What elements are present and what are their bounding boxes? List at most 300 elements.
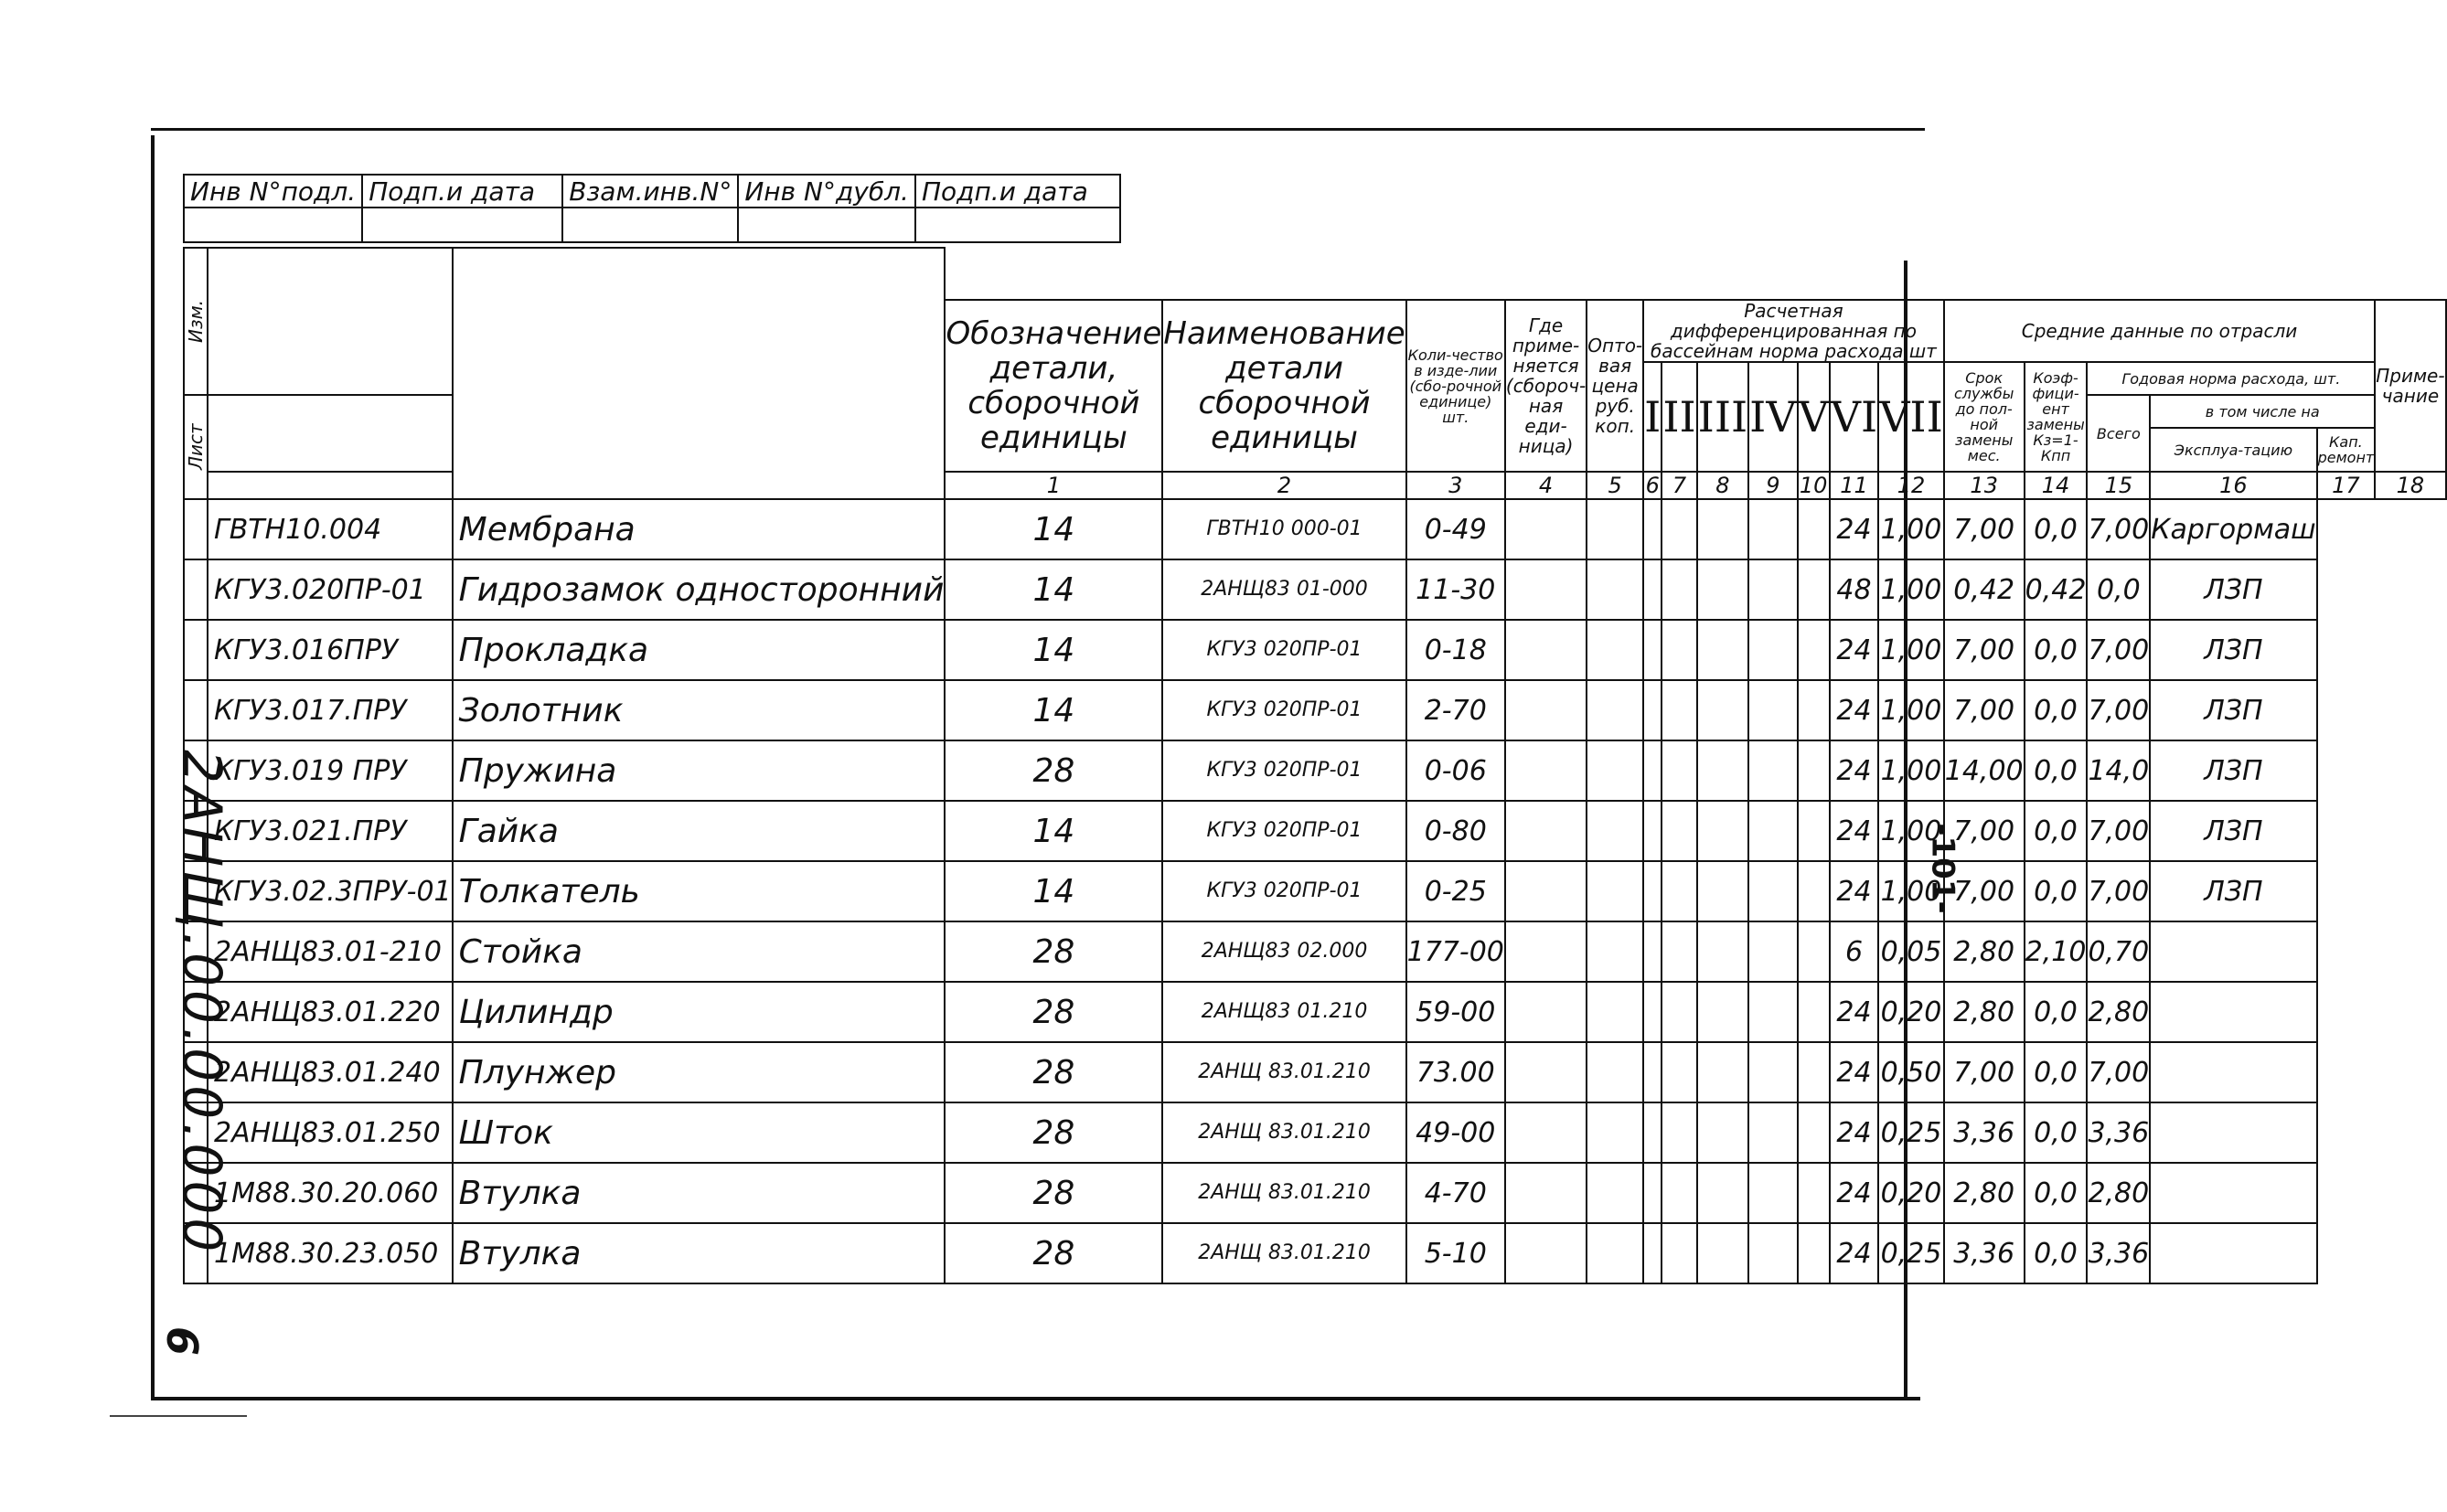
- cell-qty: 28: [945, 740, 1162, 801]
- col-number: 14: [2025, 472, 2088, 499]
- cell-empty: [1697, 982, 1749, 1042]
- cell-exp: 0,0: [2025, 499, 2088, 559]
- document-code-label: 2АНЩ.00.00.000: [171, 750, 233, 1256]
- cell-empty: [1587, 680, 1643, 740]
- cell-empty: [1798, 680, 1830, 740]
- frame-left-line: [151, 135, 155, 1397]
- cell-rep: 3,36: [2087, 1223, 2150, 1283]
- header-roman-i: I: [1643, 362, 1662, 472]
- cell-empty: [1798, 801, 1830, 861]
- col-number: 7: [1662, 472, 1696, 499]
- cell-empty: [1662, 801, 1696, 861]
- cell-where: КГУ3 020ПР-01: [1162, 801, 1405, 861]
- cell-life: 24: [1830, 1102, 1878, 1163]
- cell-price: 0-80: [1406, 801, 1505, 861]
- col-number: 17: [2317, 472, 2376, 499]
- cell-name: Втулка: [453, 1163, 946, 1223]
- cell-rep: 7,00: [2087, 1042, 2150, 1102]
- cell-code: КГУ3.02.3ПРУ-01: [208, 861, 453, 921]
- cell-where: КГУ3 020ПР-01: [1162, 740, 1405, 801]
- header-roman-vi: VI: [1830, 362, 1878, 472]
- cell-coef: 1,00: [1878, 499, 1944, 559]
- cell-empty: [1697, 861, 1749, 921]
- cell-empty: [1662, 680, 1696, 740]
- cell-where: КГУ3 020ПР-01: [1162, 680, 1405, 740]
- stamp-blank: [184, 208, 362, 242]
- cell-empty: [1662, 620, 1696, 680]
- spec-table: [183, 247, 2447, 1284]
- stamp-cell: Взам.инв.N°: [562, 175, 738, 208]
- cell-empty: [1662, 1163, 1696, 1223]
- cell-empty: [1587, 559, 1643, 620]
- cell-empty: [1505, 620, 1587, 680]
- approval-stamp: [183, 174, 1121, 243]
- cell-empty: [1643, 680, 1662, 740]
- table-row: [184, 1042, 2446, 1102]
- cell-note: [2150, 1223, 2316, 1283]
- header-industry-avg: Средние данные по отрасли: [1944, 300, 2375, 362]
- table-row: [184, 1223, 2446, 1283]
- side-label-izm: Изм.: [184, 248, 208, 395]
- cell-empty: [1587, 861, 1643, 921]
- cell-coef: 0,20: [1878, 982, 1944, 1042]
- header-band: [945, 248, 2445, 300]
- cell-empty: [1798, 1042, 1830, 1102]
- cell-coef: 1,00: [1878, 559, 1944, 620]
- table-row: [184, 680, 2446, 740]
- header-where-used: Где приме-няется (сбороч-ная еди-ница): [1505, 300, 1587, 472]
- cell-empty: [1798, 1102, 1830, 1163]
- col-number: 10: [1798, 472, 1830, 499]
- header-designation: Обозначение детали, сборочной единицы: [945, 300, 1162, 472]
- cell-life: 24: [1830, 740, 1878, 801]
- cell-name: Золотник: [453, 680, 946, 740]
- cell-note: [2150, 1163, 2316, 1223]
- cell-empty: [1587, 1223, 1643, 1283]
- cell-name: Гидрозамок односторонний: [453, 559, 946, 620]
- cell-exp: 0,0: [2025, 1042, 2088, 1102]
- cell-empty: [1697, 1042, 1749, 1102]
- cell-empty: [1697, 921, 1749, 982]
- cell-exp: 0,0: [2025, 620, 2088, 680]
- cell-note: [2150, 1102, 2316, 1163]
- side-blank: [208, 395, 453, 472]
- cell-life: 24: [1830, 1223, 1878, 1283]
- cell-name: Мембрана: [453, 499, 946, 559]
- table-row: [184, 982, 2446, 1042]
- cell-empty: [1697, 680, 1749, 740]
- cell-coef: 1,00: [1878, 740, 1944, 801]
- cell-name: Пружина: [453, 740, 946, 801]
- cell-where: 2АНЩ83 01.210: [1162, 982, 1405, 1042]
- cell-qty: 14: [945, 801, 1162, 861]
- table-row: [184, 559, 2446, 620]
- cell-empty: [1505, 1042, 1587, 1102]
- cell-price: 5-10: [1406, 1223, 1505, 1283]
- cell-empty: [1643, 1042, 1662, 1102]
- cell-rep: 3,36: [2087, 1102, 2150, 1163]
- table-row: [184, 801, 2446, 861]
- cell-note: ЛЗП: [2150, 861, 2316, 921]
- cell-empty: [1643, 1102, 1662, 1163]
- cell-name: Втулка: [453, 1223, 946, 1283]
- cell-empty: [1505, 499, 1587, 559]
- cell-where: 2АНЩ83 01-000: [1162, 559, 1405, 620]
- cell-code: 1М88.30.20.060: [208, 1163, 453, 1223]
- cell-empty: [1748, 1042, 1797, 1102]
- stamp-blank: [738, 208, 915, 242]
- cell-empty: [1798, 982, 1830, 1042]
- cell-exp: 0,0: [2025, 801, 2088, 861]
- cell-total: 14,00: [1944, 740, 2025, 801]
- cell-empty: [1505, 1163, 1587, 1223]
- cell-empty: [1587, 982, 1643, 1042]
- table-row: [184, 620, 2446, 680]
- cell-life: 24: [1830, 982, 1878, 1042]
- header-price: Опто-вая цена руб. коп.: [1587, 300, 1643, 472]
- cell-rep: 2,80: [2087, 1163, 2150, 1223]
- cell-empty: [1748, 740, 1797, 801]
- cell-exp: 0,42: [2025, 559, 2088, 620]
- cell-empty: [1662, 1223, 1696, 1283]
- cell-qty: 28: [945, 1223, 1162, 1283]
- cell-coef: 1,00: [1878, 620, 1944, 680]
- frame-bottom-extension: [110, 1415, 247, 1417]
- cell-where: 2АНЩ 83.01.210: [1162, 1223, 1405, 1283]
- col-number: 11: [1830, 472, 1878, 499]
- cell-empty: [1697, 620, 1749, 680]
- table-row: [184, 1163, 2446, 1223]
- header-exploitation: Эксплуа-тацию: [2150, 428, 2316, 472]
- header-name: Наименование детали сборочной единицы: [1162, 300, 1405, 472]
- cell-empty: [1587, 1102, 1643, 1163]
- cell-qty: 28: [945, 1163, 1162, 1223]
- stamp-cell: Подп.и дата: [915, 175, 1120, 208]
- cell-empty: [1748, 921, 1797, 982]
- cell-note: ЛЗП: [2150, 559, 2316, 620]
- col-number: 2: [1162, 472, 1405, 499]
- cell-total: 7,00: [1944, 680, 2025, 740]
- cell-total: 7,00: [1944, 861, 2025, 921]
- cell-exp: 0,0: [2025, 680, 2088, 740]
- cell-coef: 0,05: [1878, 921, 1944, 982]
- cell-empty: [1505, 921, 1587, 982]
- cell-rep: 7,00: [2087, 620, 2150, 680]
- cell-empty: [1662, 921, 1696, 982]
- table-row: [184, 861, 2446, 921]
- cell-empty: [1643, 1223, 1662, 1283]
- cell-life: 24: [1830, 680, 1878, 740]
- header-roman-ii: II: [1662, 362, 1696, 472]
- cell-total: 7,00: [1944, 1042, 2025, 1102]
- cell-qty: 14: [945, 680, 1162, 740]
- cell-empty: [1697, 499, 1749, 559]
- cell-exp: 0,0: [2025, 1163, 2088, 1223]
- cell-total: 2,80: [1944, 982, 2025, 1042]
- header-replace-coef: Коэф-фици-ент замены Кз=1-Кпп: [2025, 362, 2088, 472]
- cell-empty: [1748, 499, 1797, 559]
- cell-qty: 14: [945, 861, 1162, 921]
- cell-coef: 1,00: [1878, 861, 1944, 921]
- col-number: 13: [1944, 472, 2025, 499]
- cell-price: 11-30: [1406, 559, 1505, 620]
- cell-note: [2150, 982, 2316, 1042]
- col-number: 5: [1587, 472, 1643, 499]
- cell-life: 24: [1830, 1163, 1878, 1223]
- cell-rep: 7,00: [2087, 680, 2150, 740]
- cell-empty: [1748, 801, 1797, 861]
- cell-empty: [1798, 499, 1830, 559]
- cell-empty: [1587, 1042, 1643, 1102]
- page-mark: -101-: [1924, 823, 1961, 914]
- cell-life: 48: [1830, 559, 1878, 620]
- cell-empty: [1697, 1163, 1749, 1223]
- side-blank: [184, 680, 208, 740]
- cell-empty: [1643, 559, 1662, 620]
- cell-exp: 2,10: [2025, 921, 2088, 982]
- cell-total: 2,80: [1944, 1163, 2025, 1223]
- cell-rep: 7,00: [2087, 861, 2150, 921]
- cell-name: Прокладка: [453, 620, 946, 680]
- cell-code: КГУ3.016ПРУ: [208, 620, 453, 680]
- cell-empty: [1643, 740, 1662, 801]
- cell-name: Шток: [453, 1102, 946, 1163]
- cell-empty: [1697, 559, 1749, 620]
- side-document-code: [171, 750, 242, 1256]
- cell-total: 7,00: [1944, 620, 2025, 680]
- cell-code: 2АНЩ83.01.250: [208, 1102, 453, 1163]
- cell-life: 6: [1830, 921, 1878, 982]
- cell-qty: 28: [945, 1042, 1162, 1102]
- header-note: Приме-чание: [2375, 300, 2445, 472]
- stamp-blank: [562, 208, 738, 242]
- cell-coef: 0,50: [1878, 1042, 1944, 1102]
- cell-empty: [1505, 982, 1587, 1042]
- col-number: 4: [1505, 472, 1587, 499]
- table-row: [184, 1102, 2446, 1163]
- header-roman-v: V: [1798, 362, 1830, 472]
- header-roman-iv: IV: [1748, 362, 1797, 472]
- cell-empty: [1798, 1163, 1830, 1223]
- col-number: 18: [2375, 472, 2445, 499]
- col-number: 12: [1878, 472, 1944, 499]
- cell-empty: [1697, 1102, 1749, 1163]
- cell-code: КГУ3.019 ПРУ: [208, 740, 453, 801]
- cell-exp: 0,0: [2025, 1102, 2088, 1163]
- cell-price: 49-00: [1406, 1102, 1505, 1163]
- side-blank: [184, 620, 208, 680]
- cell-empty: [1505, 559, 1587, 620]
- stamp-blank: [915, 208, 1120, 242]
- header-roman-iii: III: [1697, 362, 1749, 472]
- side-blank: [208, 248, 453, 395]
- cell-where: КГУ3 020ПР-01: [1162, 620, 1405, 680]
- cell-empty: [1748, 1223, 1797, 1283]
- cell-where: ГВТН10 000-01: [1162, 499, 1405, 559]
- cell-rep: 7,00: [2087, 801, 2150, 861]
- cell-empty: [1748, 982, 1797, 1042]
- stamp-cell: Инв N°дубл.: [738, 175, 915, 208]
- cell-empty: [1643, 982, 1662, 1042]
- header-roman-vii: VII: [1878, 362, 1944, 472]
- cell-price: 59-00: [1406, 982, 1505, 1042]
- cell-empty: [1505, 1223, 1587, 1283]
- cell-empty: [1505, 801, 1587, 861]
- stamp-cell: Подп.и дата: [362, 175, 562, 208]
- header-quantity: Коли-чество в изде-лии (сбо-рочной единице) шт.: [1406, 300, 1505, 472]
- side-blank: [184, 559, 208, 620]
- col-number: 8: [1697, 472, 1749, 499]
- cell-price: 2-70: [1406, 680, 1505, 740]
- cell-where: КГУ3 020ПР-01: [1162, 861, 1405, 921]
- cell-empty: [1697, 801, 1749, 861]
- cell-life: 24: [1830, 861, 1878, 921]
- cell-qty: 28: [945, 1102, 1162, 1163]
- cell-empty: [1505, 1102, 1587, 1163]
- cell-name: Гайка: [453, 801, 946, 861]
- cell-empty: [1748, 1163, 1797, 1223]
- side-blank: [184, 499, 208, 559]
- cell-rep: 0,0: [2087, 559, 2150, 620]
- side-blank: [208, 472, 453, 499]
- cell-empty: [1643, 1163, 1662, 1223]
- cell-empty: [1643, 620, 1662, 680]
- cell-coef: 0,25: [1878, 1102, 1944, 1163]
- cell-total: 3,36: [1944, 1223, 2025, 1283]
- col-number: 16: [2150, 472, 2316, 499]
- cell-rep: 7,00: [2087, 499, 2150, 559]
- cell-exp: 0,0: [2025, 1223, 2088, 1283]
- cell-qty: 28: [945, 982, 1162, 1042]
- sheet-number: 6: [157, 1326, 208, 1357]
- cell-where: 2АНЩ 83.01.210: [1162, 1163, 1405, 1223]
- cell-empty: [1748, 1102, 1797, 1163]
- cell-note: [2150, 1042, 2316, 1102]
- cell-total: 7,00: [1944, 499, 2025, 559]
- cell-life: 24: [1830, 801, 1878, 861]
- cell-empty: [1798, 559, 1830, 620]
- cell-name: Цилиндр: [453, 982, 946, 1042]
- cell-empty: [1662, 499, 1696, 559]
- cell-empty: [1748, 680, 1797, 740]
- cell-where: 2АНЩ 83.01.210: [1162, 1102, 1405, 1163]
- cell-code: ГВТН10.004: [208, 499, 453, 559]
- cell-empty: [1798, 1223, 1830, 1283]
- header-basin-norm: Расчетная дифференцированная по бассейнам норма расхода,шт: [1643, 300, 1944, 362]
- cell-total: 7,00: [1944, 801, 2025, 861]
- cell-total: 2,80: [1944, 921, 2025, 982]
- cell-qty: 28: [945, 921, 1162, 982]
- cell-price: 73.00: [1406, 1042, 1505, 1102]
- cell-where: 2АНЩ 83.01.210: [1162, 1042, 1405, 1102]
- col-number: 15: [2087, 472, 2150, 499]
- table-row: [184, 921, 2446, 982]
- cell-empty: [1798, 740, 1830, 801]
- cell-exp: 0,0: [2025, 982, 2088, 1042]
- cell-note: ЛЗП: [2150, 740, 2316, 801]
- cell-total: 3,36: [1944, 1102, 2025, 1163]
- header-incl: в том числе на: [2150, 395, 2375, 428]
- cell-empty: [1798, 861, 1830, 921]
- cell-empty: [1587, 740, 1643, 801]
- cell-code: КГУ3.021.ПРУ: [208, 801, 453, 861]
- cell-coef: 1,00: [1878, 680, 1944, 740]
- cell-qty: 14: [945, 559, 1162, 620]
- header-service-life: Срок службы до пол-ной замены мес.: [1944, 362, 2025, 472]
- frame-top-line: [151, 128, 1925, 131]
- cell-empty: [1587, 620, 1643, 680]
- cell-coef: 0,20: [1878, 1163, 1944, 1223]
- cell-price: 0-06: [1406, 740, 1505, 801]
- col-number: 3: [1406, 472, 1505, 499]
- cell-empty: [1587, 1163, 1643, 1223]
- cell-price: 0-25: [1406, 861, 1505, 921]
- header-annual-norm: Годовая норма расхода, шт.: [2087, 362, 2375, 395]
- cell-note: ЛЗП: [2150, 620, 2316, 680]
- cell-code: 2АНЩ83.01.240: [208, 1042, 453, 1102]
- cell-empty: [1662, 1042, 1696, 1102]
- side-blank: [453, 248, 946, 499]
- cell-price: 177-00: [1406, 921, 1505, 982]
- cell-empty: [1748, 620, 1797, 680]
- cell-note: ЛЗП: [2150, 801, 2316, 861]
- cell-life: 24: [1830, 1042, 1878, 1102]
- cell-exp: 0,0: [2025, 861, 2088, 921]
- cell-qty: 14: [945, 620, 1162, 680]
- cell-empty: [1798, 620, 1830, 680]
- cell-empty: [1505, 740, 1587, 801]
- cell-empty: [1662, 740, 1696, 801]
- cell-empty: [1587, 801, 1643, 861]
- cell-empty: [1643, 921, 1662, 982]
- col-number: 1: [945, 472, 1162, 499]
- cell-coef: 1,00: [1878, 801, 1944, 861]
- stamp-cell: Инв N°подл.: [184, 175, 362, 208]
- table-row: [184, 499, 2446, 559]
- cell-name: Плунжер: [453, 1042, 946, 1102]
- cell-price: 0-18: [1406, 620, 1505, 680]
- cell-empty: [1662, 559, 1696, 620]
- cell-empty: [1748, 559, 1797, 620]
- table-row: [184, 740, 2446, 801]
- cell-empty: [1662, 861, 1696, 921]
- cell-empty: [1505, 861, 1587, 921]
- cell-empty: [1587, 921, 1643, 982]
- cell-empty: [1748, 861, 1797, 921]
- cell-empty: [1505, 680, 1587, 740]
- cell-note: ЛЗП: [2150, 680, 2316, 740]
- cell-empty: [1798, 921, 1830, 982]
- cell-name: Толкатель: [453, 861, 946, 921]
- cell-code: КГУ3.020ПР-01: [208, 559, 453, 620]
- cell-empty: [1643, 499, 1662, 559]
- cell-empty: [1587, 499, 1643, 559]
- cell-empty: [1662, 1102, 1696, 1163]
- cell-total: 0,42: [1944, 559, 2025, 620]
- cell-qty: 14: [945, 499, 1162, 559]
- cell-rep: 0,70: [2087, 921, 2150, 982]
- cell-empty: [1697, 740, 1749, 801]
- cell-rep: 14,0: [2087, 740, 2150, 801]
- cell-empty: [1662, 982, 1696, 1042]
- header-repair: Кап. ремонт: [2317, 428, 2376, 472]
- stamp-blank: [362, 208, 562, 242]
- cell-name: Стойка: [453, 921, 946, 982]
- cell-code: КГУ3.017.ПРУ: [208, 680, 453, 740]
- table-body: [184, 499, 2446, 1283]
- header-total: Всего: [2087, 395, 2150, 472]
- cell-empty: [1697, 1223, 1749, 1283]
